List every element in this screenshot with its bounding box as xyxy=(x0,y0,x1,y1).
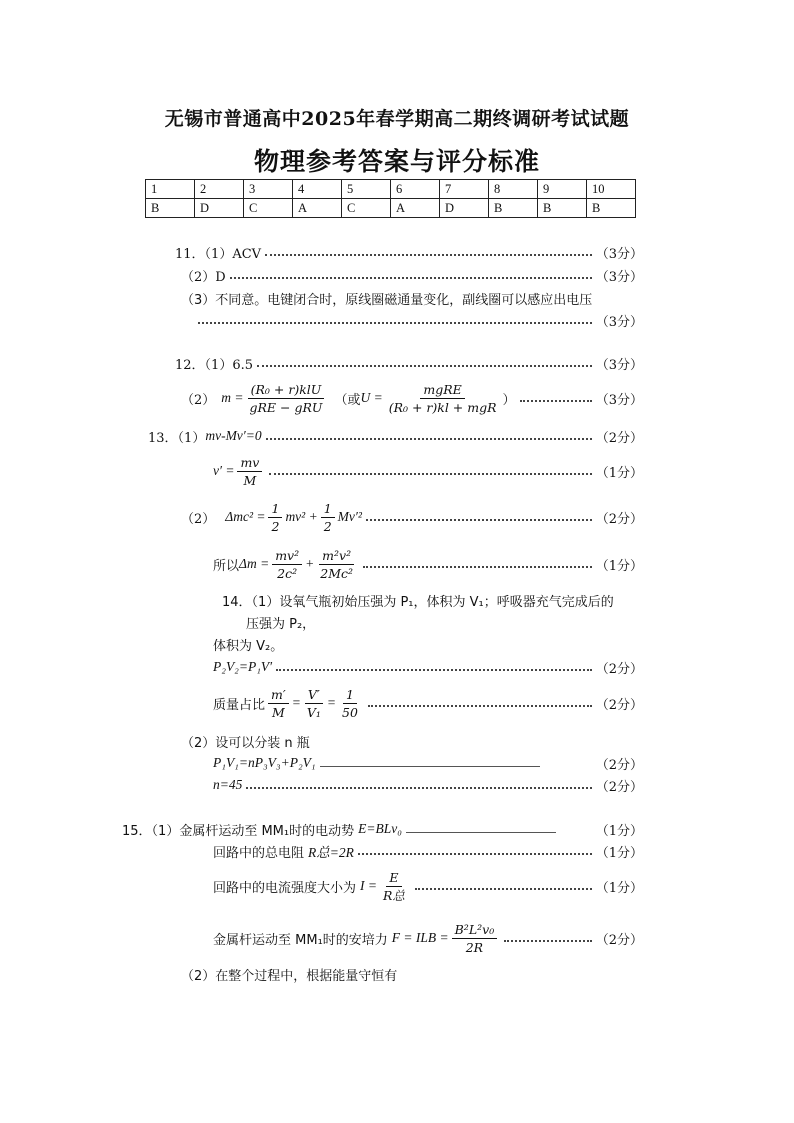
q11-answer-1: 11．（1）ACV xyxy=(175,246,262,262)
dot-leader xyxy=(257,365,592,367)
fraction-denominator: 2Mc² xyxy=(320,565,354,581)
score-label: （3分） xyxy=(595,314,643,330)
q15-equation-2: R总=2R xyxy=(308,845,354,860)
dot-leader xyxy=(520,400,592,402)
dot-leader xyxy=(230,277,592,279)
answer-cell: B xyxy=(587,199,636,218)
answer-cell: C xyxy=(342,199,391,218)
score-label: （2分） xyxy=(595,430,643,446)
score-label: （2分） xyxy=(595,757,643,773)
q14-equation-4: P₂V₂=P₁V′ xyxy=(213,659,273,674)
score-label: （1分） xyxy=(595,845,643,861)
fraction-denominator: 2R xyxy=(465,939,484,955)
fraction-denominator: 2 xyxy=(271,518,280,534)
question-number-cell: 1 xyxy=(146,180,195,199)
score-label: （3分） xyxy=(595,392,643,408)
score-label: （1分） xyxy=(595,465,643,481)
q12-lhs: m = xyxy=(221,390,244,405)
fraction-numerator: m′ xyxy=(268,687,289,704)
q15-line-3 xyxy=(213,865,643,907)
dot-leader xyxy=(504,940,592,942)
q13-label-3: （2） xyxy=(181,511,216,527)
q15-lhs-3: I = xyxy=(360,878,377,893)
fraction-numerator: mv² xyxy=(272,548,302,565)
answer-cell: D xyxy=(195,199,244,218)
q12-label-2: （2） xyxy=(181,392,216,408)
dot-leader xyxy=(415,888,592,890)
question-number-row xyxy=(146,180,636,199)
q12-line-2 xyxy=(181,378,643,418)
q12-lhs-alt: U = xyxy=(360,390,383,405)
question-number-cell: 8 xyxy=(489,180,538,199)
q14-text-2: 压强为 P₂， xyxy=(246,616,316,632)
score-label: （1分） xyxy=(595,558,643,574)
q14-text-5: 质量占比 xyxy=(213,697,266,713)
score-label: （2分） xyxy=(595,932,643,948)
answer-row xyxy=(146,199,636,218)
fraction-numerator: 1 xyxy=(321,501,335,518)
q11-line-3 xyxy=(181,287,643,309)
fraction-numerator: V′ xyxy=(305,687,323,704)
underline-leader xyxy=(406,832,556,833)
exam-title: 无锡市普通高中2025年春学期高二期终调研考试试题 xyxy=(164,108,630,130)
q13-line-2 xyxy=(213,451,643,491)
answer-cell: B xyxy=(489,199,538,218)
question-number-cell: 10 xyxy=(587,180,636,199)
q13-plus-4: + xyxy=(305,556,315,571)
q14-fraction-volume xyxy=(304,687,324,720)
q15-text-5: （2）在整个过程中，根据能量守恒有 xyxy=(181,968,398,984)
question-number-cell: 2 xyxy=(195,180,244,199)
question-number-cell: 7 xyxy=(440,180,489,199)
dot-leader xyxy=(246,787,591,789)
answer-cell: C xyxy=(244,199,293,218)
q13-label-1: 13．（1） xyxy=(148,430,206,446)
q14-fraction-ratio xyxy=(339,687,361,720)
fraction-numerator: m²v² xyxy=(319,548,354,565)
fraction-numerator: 1 xyxy=(343,687,357,704)
q15-line-2 xyxy=(213,840,643,862)
fraction-denominator: V₁ xyxy=(306,704,321,720)
q13-fraction-v xyxy=(237,455,262,488)
q14-line-8 xyxy=(213,774,643,796)
dot-leader xyxy=(269,473,591,475)
q13-text-4: 所以 xyxy=(213,558,240,574)
q15-text-2: 回路中的总电阻 xyxy=(213,845,305,861)
q13-equation-1: mv-Mv′=0 xyxy=(205,428,262,443)
dot-leader xyxy=(368,705,592,707)
score-label: （3分） xyxy=(595,246,643,262)
answer-cell: B xyxy=(146,199,195,218)
q14-equation-7: P₁V₁=nP₃V₃+P₂V₁ xyxy=(213,755,316,770)
q14-equals-2: = xyxy=(326,695,337,710)
score-label: （2分） xyxy=(595,511,643,527)
fraction-denominator: R总 xyxy=(383,887,405,903)
question-number-cell: 6 xyxy=(391,180,440,199)
q12-fraction-m xyxy=(247,382,326,415)
question-number-cell: 5 xyxy=(342,180,391,199)
fraction-numerator: B²L²v₀ xyxy=(452,922,498,939)
fraction-denominator: M xyxy=(271,704,285,720)
q14-line-5 xyxy=(213,683,643,723)
q11-line-2 xyxy=(181,264,643,286)
score-label: （1分） xyxy=(595,823,643,839)
q11-line-1 xyxy=(175,241,643,263)
answer-cell: B xyxy=(538,199,587,218)
question-number-cell: 3 xyxy=(244,180,293,199)
q15-equation-1: E=BLv₀ xyxy=(358,821,402,836)
score-label: （1分） xyxy=(595,880,643,896)
fraction-denominator: gRE − gRU xyxy=(249,399,323,415)
q14-text-1: 14．（1）设氧气瓶初始压强为 P₁，体积为 V₁；呼吸器充气完成后的 xyxy=(222,594,614,610)
q15-text-4: 金属杆运动至 MM₁时的安培力 xyxy=(213,932,388,948)
q14-line-7 xyxy=(213,752,643,774)
dot-leader xyxy=(363,566,592,568)
fraction-denominator: 50 xyxy=(342,704,358,720)
q15-line-5 xyxy=(181,963,481,985)
q12-or: （或 xyxy=(334,392,361,408)
q14-text-6: （2）设可以分装 n 瓶 xyxy=(181,735,310,751)
q15-line-4 xyxy=(213,917,643,959)
q13-end-3: Mv′² xyxy=(337,509,362,524)
q13-mid-3: mv² + xyxy=(285,509,318,524)
fraction-denominator: 2 xyxy=(323,518,332,534)
q14-fraction-mass xyxy=(268,687,289,720)
q14-line-3 xyxy=(213,633,513,655)
dot-leader xyxy=(366,519,592,521)
q11-answer-2: （2）D xyxy=(181,269,226,285)
score-label: （2分） xyxy=(595,697,643,713)
fraction-denominator: (R₀ + r)kl + mgR xyxy=(388,399,497,415)
q13-lhs-2: v′ = xyxy=(213,463,235,478)
question-number-cell: 9 xyxy=(538,180,587,199)
fraction-numerator: E xyxy=(386,870,401,887)
q15-lhs-4: F = ILB = xyxy=(391,930,449,945)
answer-key-subtitle: 物理参考答案与评分标准 xyxy=(253,147,540,176)
answer-cell: A xyxy=(293,199,342,218)
dot-leader xyxy=(266,438,592,440)
q15-text-3: 回路中的电流强度大小为 xyxy=(213,880,357,896)
dot-leader xyxy=(198,322,592,324)
dot-leader xyxy=(358,853,592,855)
q12-line-1 xyxy=(175,352,643,374)
answer-cell: D xyxy=(440,199,489,218)
q13-line-1 xyxy=(148,425,643,447)
q15-line-1 xyxy=(122,818,643,840)
q14-line-4 xyxy=(213,656,643,678)
q14-line-1 xyxy=(222,589,643,611)
q15-fraction-force xyxy=(452,922,498,955)
dot-leader xyxy=(276,669,592,671)
fraction-numerator: mgRE xyxy=(420,382,464,399)
q13-fraction-4a xyxy=(272,548,302,581)
fraction-numerator: (R₀ + r)klU xyxy=(248,382,325,399)
q13-lhs-3: Δmc² = xyxy=(225,509,266,524)
q12-answer-1: 12．（1）6.5 xyxy=(175,357,253,373)
fraction-numerator: mv xyxy=(237,455,262,472)
score-label: （3分） xyxy=(595,269,643,285)
fraction-numerator: 1 xyxy=(268,501,282,518)
q14-line-2 xyxy=(246,611,546,633)
q13-half-1 xyxy=(268,501,282,534)
question-number-cell: 4 xyxy=(293,180,342,199)
q11-line-3-score xyxy=(198,309,643,331)
q14-line-6 xyxy=(181,730,481,752)
q12-close: ） xyxy=(502,392,516,408)
q13-line-4 xyxy=(213,544,643,584)
q15-fraction-current xyxy=(380,870,408,903)
fraction-denominator: 2c² xyxy=(277,565,298,581)
score-label: （3分） xyxy=(595,357,643,373)
q13-lhs-4: Δm = xyxy=(239,556,270,571)
score-label: （2分） xyxy=(595,661,643,677)
q14-text-3: 体积为 V₂。 xyxy=(213,638,284,654)
underline-leader xyxy=(320,766,540,767)
q13-line-3 xyxy=(181,497,643,537)
q14-equals-1: = xyxy=(291,695,301,710)
q14-equation-8: n=45 xyxy=(213,777,243,792)
q13-fraction-4b xyxy=(317,548,356,581)
choice-answer-table xyxy=(145,179,636,218)
q11-answer-3: （3）不同意。电键闭合时，原线圈磁通量变化，副线圈可以感应出电压 xyxy=(181,292,593,308)
q13-half-2 xyxy=(321,501,335,534)
q15-text-1: 15．（1）金属杆运动至 MM₁时的电动势 xyxy=(122,823,355,839)
answer-cell: A xyxy=(391,199,440,218)
q12-fraction-u xyxy=(386,382,500,415)
fraction-denominator: M xyxy=(243,472,257,488)
score-label: （2分） xyxy=(595,779,643,795)
dot-leader xyxy=(265,254,592,256)
